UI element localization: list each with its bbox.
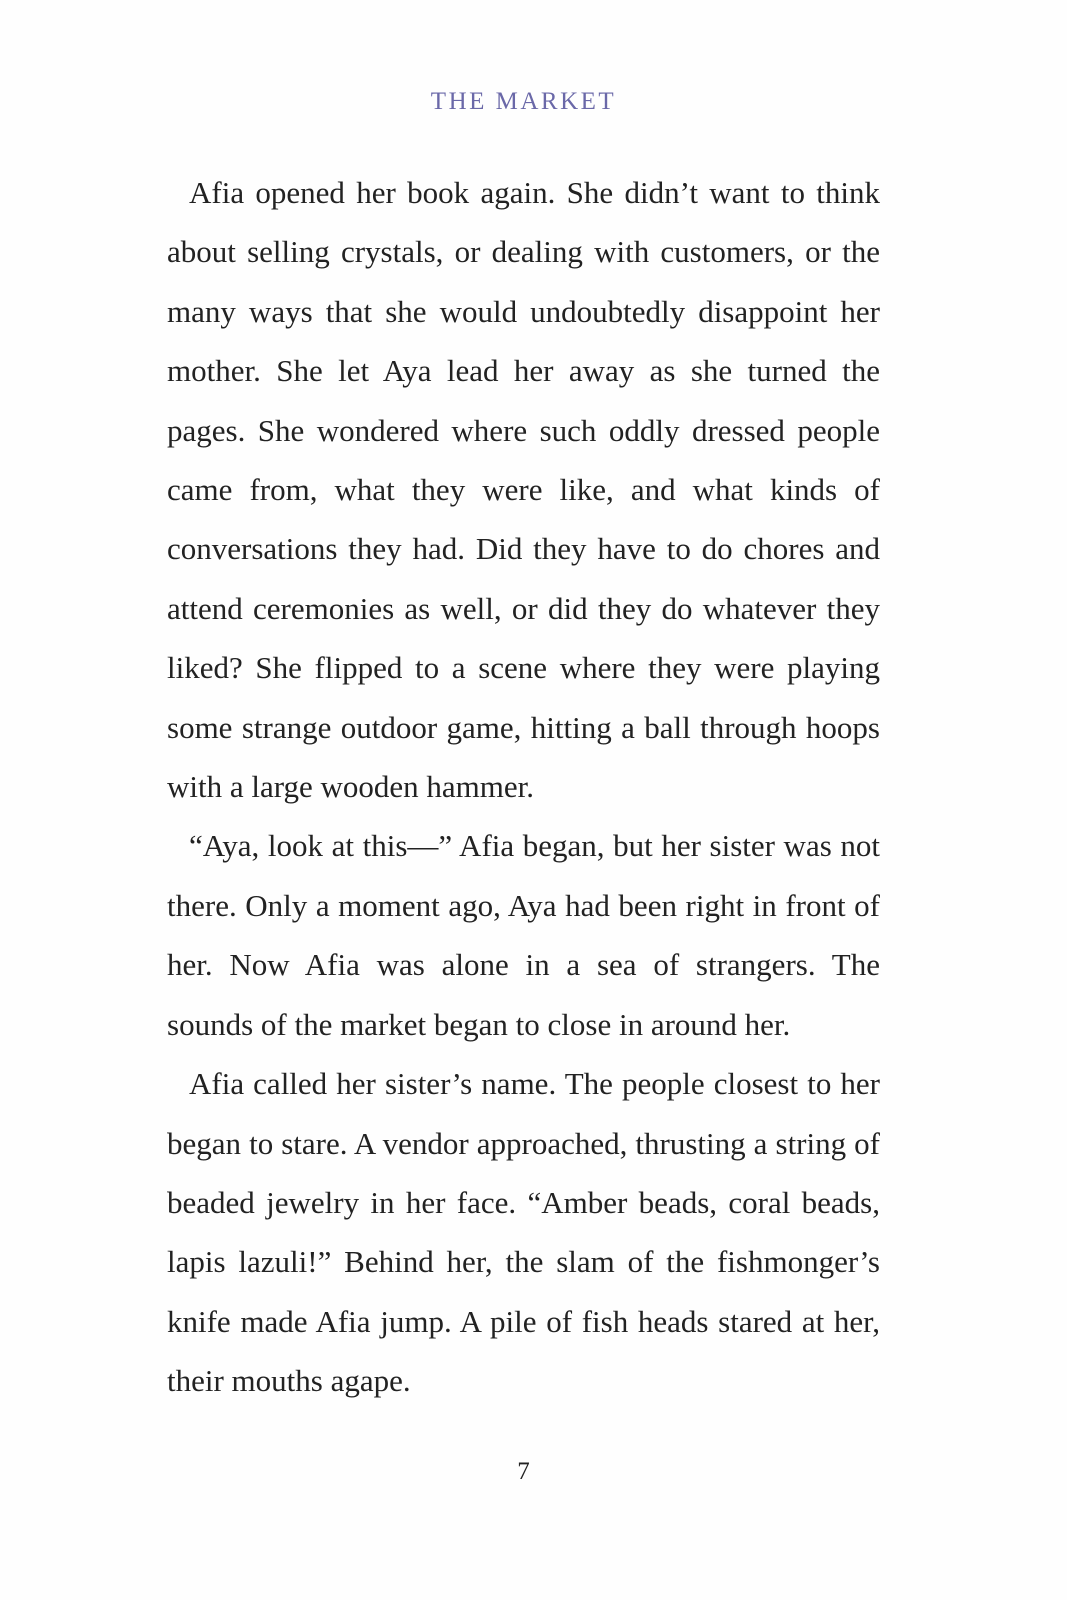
- paragraph-1: Afia opened her book again. She didn’t want to think about selling crystals, or dealing with customers, or the many ways that she would undoubtedly disappoint her mother. She let Aya lead her away as she turned the pages. She wondered where such oddly dressed people came from, what they were like, and what kinds of conversations they had. Did they have to do chores and attend ceremonies as well, or did they do whatever they liked? She flipped to a scene where they were playing some strange outdoor game, hitting a ball through hoops with a large wooden hammer.: [167, 175, 880, 805]
- running-head: THE MARKET: [430, 88, 617, 115]
- paragraph-2: “Aya, look at this—” Afia began, but her sister was not there. Only a moment ago, Aya had been right in front of her. Now Afia was alone in a sea of strangers. The sounds of the market began to close in around her.: [167, 828, 880, 1042]
- page-number: 7: [517, 1458, 530, 1485]
- paragraph-3: Afia called her sister’s name. The people closest to her began to stare. A vendor approached, thrusting a string of beaded jewelry in her face. “Amber beads, coral beads, lapis lazuli!” Behind her, the slam of the fishmonger’s knife made Afia jump. A pile of fish heads stared at her, their mouths agape.: [167, 1066, 880, 1399]
- body-text: [167, 163, 880, 1411]
